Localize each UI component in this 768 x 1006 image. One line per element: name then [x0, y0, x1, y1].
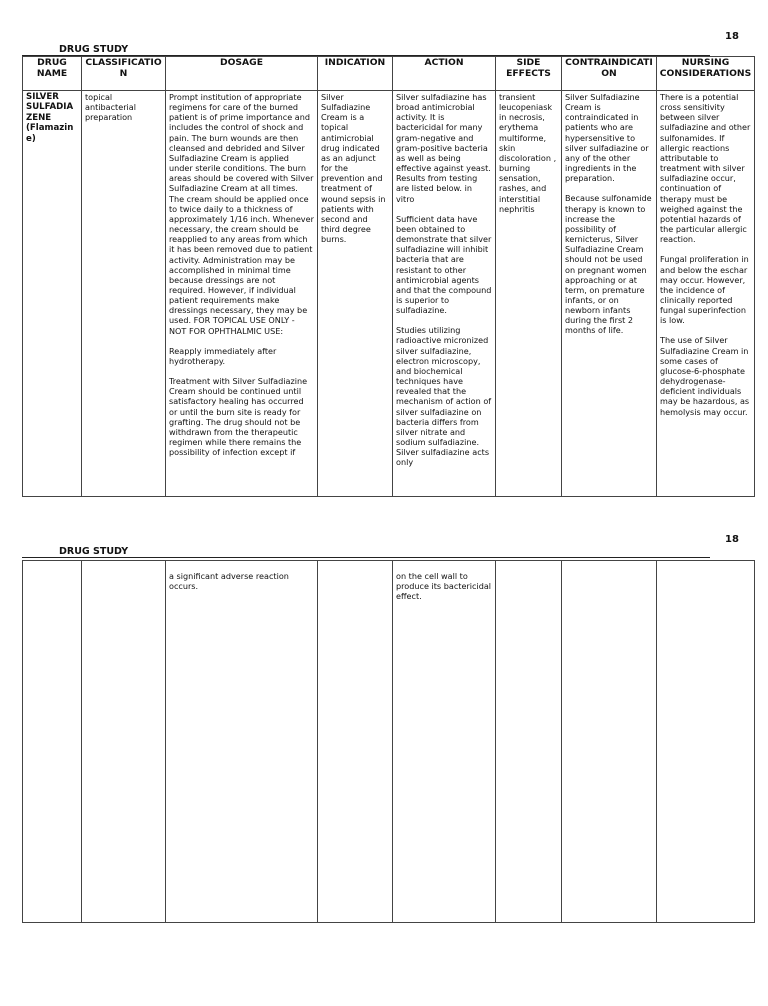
dosage-cell	[166, 91, 318, 497]
contraindication-cell	[562, 91, 657, 497]
title-rule	[22, 557, 710, 558]
drug-study-table	[22, 56, 755, 497]
drug-name-cell	[23, 91, 82, 497]
page-number: 18	[725, 534, 739, 545]
contraindication-text	[565, 92, 653, 336]
header-drug-name: DRUG NAME	[23, 57, 82, 91]
header-dosage: DOSAGE	[166, 57, 318, 91]
page-title: DRUG STUDY	[59, 546, 129, 557]
nursing-cell	[657, 561, 755, 923]
indication-cell: Silver Sulfadiazine Cream is a topical antimicrobial drug indicated as an adjunct for the prevention and treatment of wound sepsis in patients with second and third degree burns.	[318, 91, 393, 497]
action-text	[396, 92, 492, 467]
action-paragraph: Studies utilizing radioactive micronized silver sulfadiazine, electron microscopy, and biochemical techniques have revealed that the mechanism of action of silver sulfadiazine on bacteria differs from silver nitrate and sodium sulfadiazine. Silver sulfadiazine acts only	[396, 325, 492, 468]
header-indication: INDICATION	[318, 57, 393, 91]
action-paragraph: Silver sulfadiazine has broad antimicrobial activity. It is bactericidal for many gram-negative and gram-positive bacteria as well as being effective against yeast. Results from testing are listed below. in vitro	[396, 92, 491, 204]
nursing-paragraph: There is a potential cross sensitivity between silver sulfadiazine and other sulfonamides. If allergic reactions attributable to treatment with silver sulfadiazine occur, continuation of therapy must be weighed against the potential hazards of the particular allergic reaction.	[660, 92, 751, 245]
classification-cell: topical antibacterial preparation	[82, 91, 166, 497]
classification-cell	[82, 561, 166, 923]
dosage-paragraph: Prompt institution of appropriate regimens for care of the burned patient is of prime importance and includes the control of shock and pain. The burn wounds are then cleansed and debrided and Silver Sulfadiazine Cream is applied under sterile conditions. The burn areas should be covered with Silver Sulfadiazine Cream at all times. The cream should be applied once to twice daily to a thickness of approximately 1/16 inch. Whenever necessary, the cream should be reapplied to any areas from which it has been removed due to patient activity. Administration may be accomplished in minimal time because dressings are not required. However, if individual patient requirements make dressings necessary, they may be used. FOR TOPICAL USE ONLY - NOT FOR OPHTHALMIC USE:	[169, 92, 314, 336]
dosage-paragraph: Treatment with Silver Sulfadiazine Cream should be continued until satisfactory healing has occurred or until the burn site is ready for grafting. The drug should not be withdrawn from the therapeutic regimen while there remains the possibility of infection except if	[169, 376, 308, 458]
header-action: ACTION	[393, 57, 496, 91]
nursing-cell	[657, 91, 755, 497]
table-row	[23, 561, 755, 923]
contraindication-paragraph: Because sulfonamide therapy is known to increase the possibility of kernicterus, Silver Sulfadiazine Cream should not be used on pregnant women approaching or at term, on premature infants, or on newborn infants during the first 2 months of life.	[565, 193, 652, 336]
header-side-effects: SIDE EFFECTS	[496, 57, 562, 91]
table-row	[23, 91, 755, 497]
nursing-paragraph: The use of Silver Sulfadiazine Cream in some cases of glucose-6-phosphate dehydrogenase-deficient individuals may be hazardous, as hemolysis may occur.	[660, 335, 750, 417]
action-continued: on the cell wall to produce its bactericidal effect.	[396, 571, 492, 602]
nursing-paragraph: Fungal proliferation in and below the eschar may occur. However, the incidence of clinically reported fungal superinfection is low.	[660, 254, 749, 326]
header-row	[23, 57, 755, 91]
header-contraindication: CONTRAINDICATION	[562, 57, 657, 91]
indication-cell	[318, 561, 393, 923]
dosage-cell	[166, 561, 318, 923]
page-number: 18	[725, 31, 739, 42]
page-title: DRUG STUDY	[59, 44, 129, 55]
drug-name-cell	[23, 561, 82, 923]
nursing-text	[660, 92, 751, 417]
drug-name: SILVER SULFADIA ZENE (Flamazin e)	[26, 92, 74, 144]
contraindication-cell	[562, 561, 657, 923]
header-nursing: NURSING CONSIDERATIONS	[657, 57, 755, 91]
contraindication-paragraph: Silver Sulfadiazine Cream is contraindicated in patients who are hypersensitive to silver sulfadiazine or any of the other ingredients in the preparation.	[565, 92, 649, 184]
header-classification: CLASSIFICATION	[82, 57, 166, 91]
dosage-text	[169, 92, 314, 457]
action-paragraph: Sufficient data have been obtained to demonstrate that silver sulfadiazine will inhibit bacteria that are resistant to other antimicrobial agents and that the compound is superior to sulfadiazine.	[396, 213, 492, 316]
drug-study-table-continued	[22, 560, 755, 923]
action-cell	[393, 91, 496, 497]
dosage-paragraph: Reapply immediately after hydrotherapy.	[169, 345, 277, 366]
side-effects-cell: transient leucopeniask in necrosis, erythema multiforme, skin discoloration , burning sensation, rashes, and interstitial nephritis	[496, 91, 562, 497]
action-cell	[393, 561, 496, 923]
side-effects-cell	[496, 561, 562, 923]
dosage-continued: a significant adverse reaction occurs.	[169, 571, 289, 592]
